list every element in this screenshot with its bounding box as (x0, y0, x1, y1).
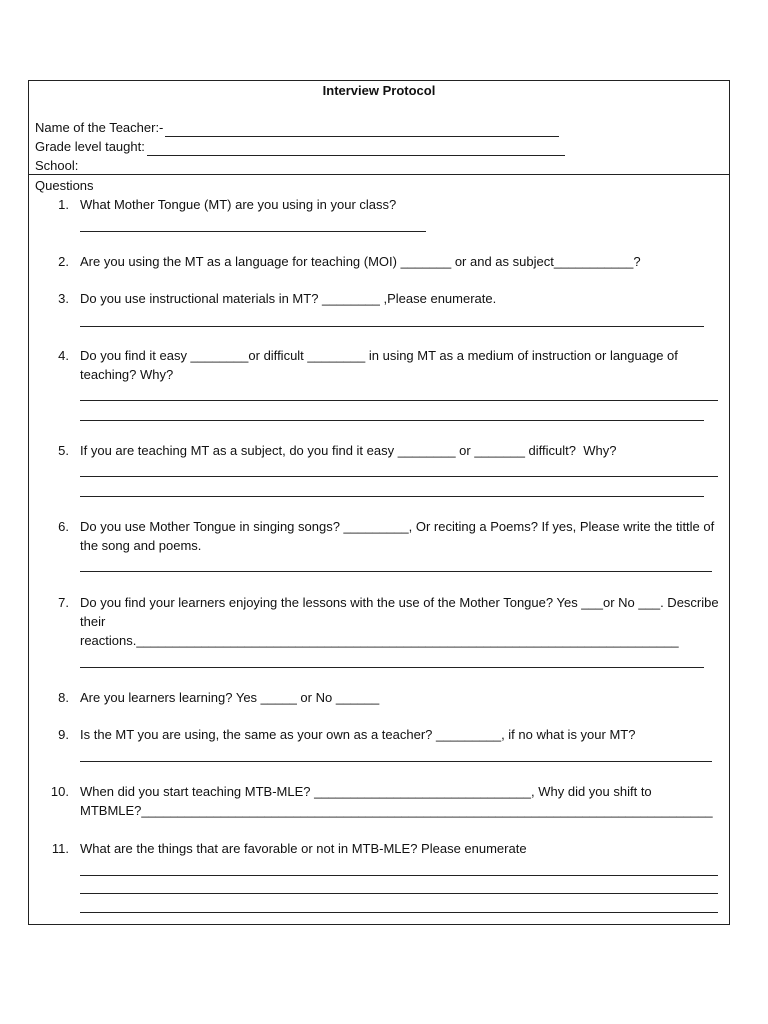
answer-line[interactable] (80, 912, 718, 913)
question-number: 5. (58, 443, 69, 458)
question-number: 7. (58, 595, 69, 610)
question-text: Do you use Mother Tongue in singing songs? _________, Or reciting a Poems? If yes, Please write the tittle of the song and poems. (80, 519, 718, 553)
grade-level-blank[interactable] (147, 142, 565, 156)
question-text: Are you learners learning? Yes _____ or No ______ (80, 690, 380, 705)
question-text: Is the MT you are using, the same as your own as a teacher? _________, if no what is your MT? (80, 727, 636, 742)
question-number: 3. (58, 291, 69, 306)
answer-line[interactable] (80, 571, 712, 572)
question-text: Do you use instructional materials in MT? ________ ,Please enumerate. (80, 291, 497, 306)
question-text: What are the things that are favorable or not in MTB-MLE? Please enumerate (80, 841, 527, 856)
teacher-name-blank[interactable] (165, 123, 559, 137)
answer-line[interactable] (80, 400, 718, 401)
question-number: 10. (50, 784, 69, 799)
answer-line[interactable] (80, 667, 704, 668)
grade-level-label: Grade level taught: (35, 139, 145, 154)
question-number: 4. (58, 348, 69, 363)
answer-line[interactable] (80, 496, 704, 497)
question-text: Do you find it easy ________or difficult ________ in using MT as a medium of instruction or language of teaching? Why? (80, 348, 682, 382)
answer-line[interactable] (80, 893, 718, 894)
school-blank[interactable] (80, 161, 566, 175)
form-header (29, 81, 729, 175)
question-text: What Mother Tongue (MT) are you using in your class? (80, 197, 397, 212)
answer-line[interactable] (80, 476, 718, 477)
form-title: Interview Protocol (322, 83, 436, 98)
teacher-name-label: Name of the Teacher:- (35, 120, 164, 135)
question-text: When did you start teaching MTB-MLE? ______________________________, Why did you shift to MTBMLE?_______________________________________________________________________________ (80, 784, 713, 818)
question-text: If you are teaching MT as a subject, do you find it easy ________ or _______ difficult? Why? (80, 443, 617, 458)
question-number: 8. (58, 690, 69, 705)
teacher-name-field (35, 119, 559, 137)
answer-line[interactable] (80, 875, 718, 876)
question-text: Are you using the MT as a language for teaching (MOI) _______ or and as subject___________? (80, 254, 641, 269)
question-number: 2. (58, 254, 69, 269)
question-number: 1. (58, 197, 69, 212)
answer-line[interactable] (80, 420, 704, 421)
grade-level-field (35, 138, 565, 156)
question-number: 11. (51, 841, 69, 856)
school-field (35, 157, 566, 175)
question-text: Do you find your learners enjoying the lessons with the use of the Mother Tongue? Yes ___or No ___. Describe their reactions.___________________________________________________________________________ (80, 595, 719, 648)
interview-form (28, 80, 730, 925)
question-number: 9. (58, 727, 69, 742)
questions-heading: Questions (35, 178, 94, 193)
answer-line[interactable] (80, 761, 712, 762)
answer-line[interactable] (80, 326, 704, 327)
answer-line[interactable] (80, 231, 426, 232)
school-label: School: (35, 158, 79, 173)
question-number: 6. (58, 519, 69, 534)
